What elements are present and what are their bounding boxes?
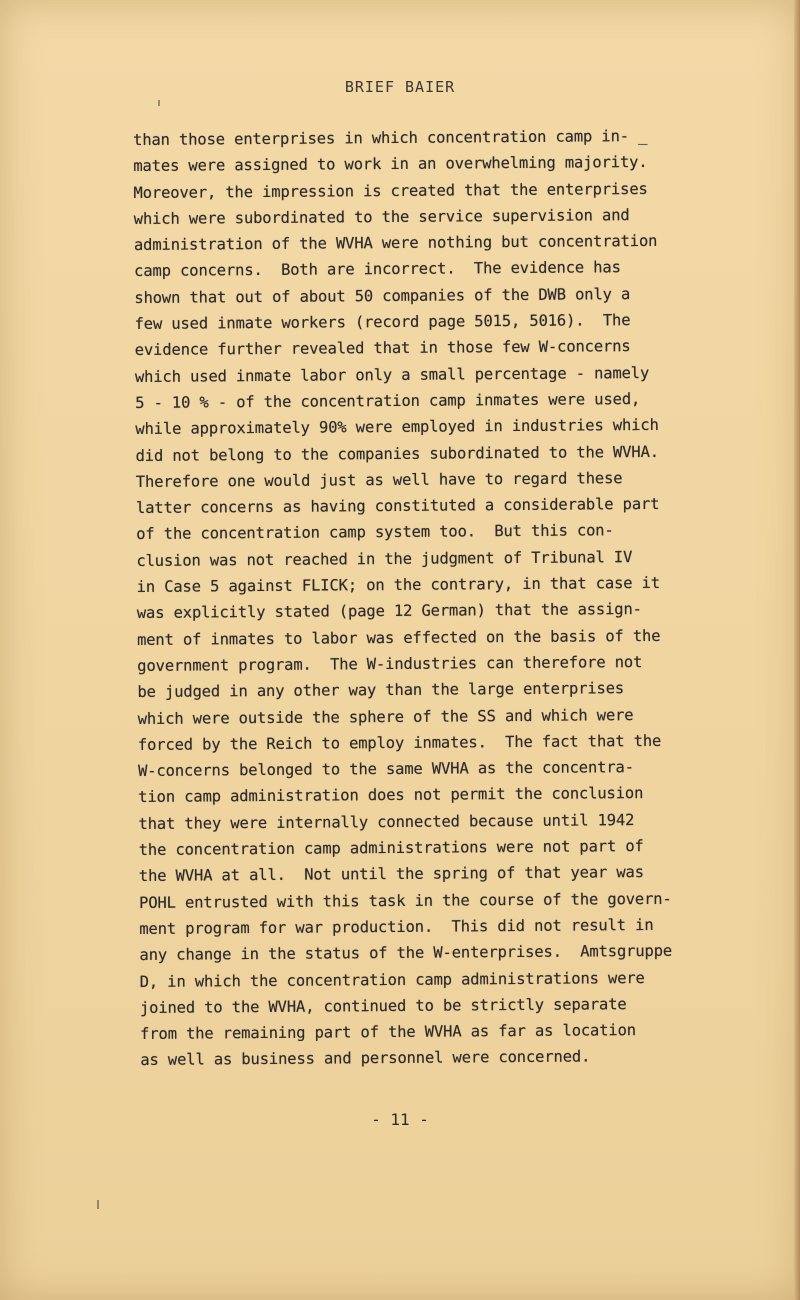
- text-line: any change in the status of the W-enterprises. Amtsgruppe: [139, 941, 673, 965]
- text-line: which were subordinated to the service supervision and: [133, 205, 630, 228]
- text-line: evidence further revealed that in those few W-concerns: [134, 337, 631, 360]
- text-line: D, in which the concentration camp administrations were: [139, 968, 645, 991]
- text-line: ment program for war production. This did not result in: [139, 915, 654, 938]
- text-line: did not belong to the companies subordinated to the WVHA.: [135, 442, 660, 465]
- margin-mark: [97, 1200, 99, 1209]
- margin-mark: [158, 100, 160, 106]
- text-line: administration of the WVHA were nothing but concentration: [133, 232, 658, 255]
- page-edge: [794, 0, 800, 1300]
- text-line: which were outside the sphere of the SS and which were: [137, 705, 634, 728]
- text-line: forced by the Reich to employ inmates. The fact that the: [137, 731, 662, 754]
- text-line: tion camp administration does not permit the conclusion: [138, 784, 644, 807]
- text-line: of the concentration camp system too. But this con-: [136, 521, 614, 544]
- text-line: in Case 5 against FLICK; on the contrary, in that case it: [136, 573, 661, 597]
- text-line: shown that out of about 50 companies of the DWB only a: [134, 284, 631, 307]
- text-line: POHL entrusted with this task in the course of the govern-: [139, 889, 672, 912]
- text-line: few used inmate workers (record page 5015, 5016). The: [134, 311, 631, 334]
- text-line: joined to the WVHA, continued to be strictly separate: [139, 994, 627, 1017]
- text-line: clusion was not reached in the judgment of Tribunal IV: [136, 547, 633, 570]
- text-line: be judged in any other way than the large enterprises: [137, 679, 625, 702]
- text-line: that they were internally connected because until 1942: [138, 810, 635, 833]
- text-line: which used inmate labor only a small percentage - namely: [134, 363, 650, 386]
- text-line: the concentration camp administrations were not part of: [138, 837, 644, 859]
- text-line: while approximately 90% were employed in industries which: [135, 416, 659, 439]
- text-line: ment of inmates to labor was effected on the basis of the: [136, 626, 661, 649]
- text-line: from the remaining part of the WVHA as far as location: [140, 1021, 637, 1044]
- text-line: government program. The W-industries can therefore not: [137, 652, 643, 675]
- text-line: Moreover, the impression is created that the enterprises: [133, 179, 648, 202]
- text-line: as well as business and personnel were concerned.: [140, 1047, 591, 1070]
- document-header: BRIEF BAIER: [344, 78, 456, 96]
- text-line: camp concerns. Both are incorrect. The evidence has: [134, 258, 621, 281]
- text-line: 5 - 10 % - of the concentration camp inmates were used,: [135, 389, 641, 412]
- text-line: W-concerns belonged to the same WVHA as the concentra-: [137, 758, 634, 781]
- text-line: than those enterprises in which concentration camp in- _: [133, 126, 648, 149]
- text-line: was explicitly stated (page 12 German) that the assign-: [136, 600, 642, 623]
- text-line: Therefore one would just as well have to regard these: [135, 469, 623, 491]
- text-line: latter concerns as having constituted a considerable part: [135, 495, 660, 518]
- body-text: [133, 122, 760, 1074]
- text-line: mates were assigned to work in an overwhelming majority.: [133, 153, 648, 176]
- page-number: - 11 -: [371, 1110, 429, 1129]
- text-line: the WVHA at all. Not until the spring of that year was: [138, 863, 644, 886]
